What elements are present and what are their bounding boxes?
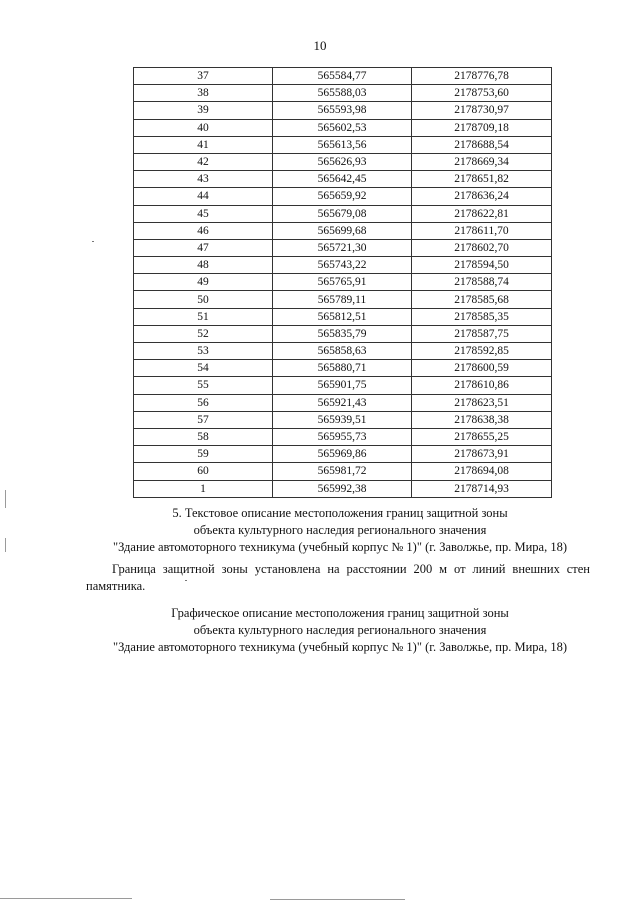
point-number-cell: 53 [134, 343, 273, 360]
x-coordinate-cell: 565679,08 [273, 205, 412, 222]
table-row [134, 102, 552, 119]
point-number-cell: 1 [134, 480, 273, 497]
coordinates-table [133, 67, 552, 498]
point-number-cell: 47 [134, 239, 273, 256]
point-number-cell: 48 [134, 257, 273, 274]
table-row [134, 222, 552, 239]
point-number-cell: 55 [134, 377, 273, 394]
point-number-cell: 38 [134, 85, 273, 102]
scan-speck [185, 580, 187, 581]
page-number: 10 [313, 38, 327, 53]
y-coordinate-cell: 2178600,59 [412, 360, 552, 377]
section-5-title: 5. Текстовое описание местоположения границ защитной зоны [172, 506, 508, 520]
x-coordinate-cell: 565588,03 [273, 85, 412, 102]
table-row [134, 360, 552, 377]
y-coordinate-cell: 2178669,34 [412, 153, 552, 170]
y-coordinate-cell: 2178673,91 [412, 446, 552, 463]
point-number-cell: 50 [134, 291, 273, 308]
coordinates-table-body [134, 68, 552, 498]
x-coordinate-cell: 565921,43 [273, 394, 412, 411]
table-row [134, 153, 552, 170]
x-coordinate-cell: 565981,72 [273, 463, 412, 480]
y-coordinate-cell: 2178588,74 [412, 274, 552, 291]
y-coordinate-cell: 2178602,70 [412, 239, 552, 256]
table-row [134, 377, 552, 394]
point-number-cell: 60 [134, 463, 273, 480]
y-coordinate-cell: 2178638,38 [412, 411, 552, 428]
table-row [134, 291, 552, 308]
graphic-description-heading [80, 605, 600, 656]
point-number-cell: 52 [134, 325, 273, 342]
x-coordinate-cell: 565642,45 [273, 171, 412, 188]
table-row [134, 394, 552, 411]
table-row [134, 188, 552, 205]
section-5-subtitle: объекта культурного наследия регионального значения [193, 523, 487, 537]
point-number-cell: 51 [134, 308, 273, 325]
graphic-section-object-name: "Здание автомоторного техникума (учебный корпус № 1)" (г. Заволжье, пр. Мира, 18) [112, 640, 567, 654]
y-coordinate-cell: 2178694,08 [412, 463, 552, 480]
y-coordinate-cell: 2178655,25 [412, 428, 552, 445]
x-coordinate-cell: 565835,79 [273, 325, 412, 342]
table-row [134, 428, 552, 445]
scan-margin-mark [5, 538, 6, 552]
x-coordinate-cell: 565812,51 [273, 308, 412, 325]
y-coordinate-cell: 2178709,18 [412, 119, 552, 136]
x-coordinate-cell: 565901,75 [273, 377, 412, 394]
table-row [134, 480, 552, 497]
x-coordinate-cell: 565743,22 [273, 257, 412, 274]
y-coordinate-cell: 2178753,60 [412, 85, 552, 102]
x-coordinate-cell: 565969,86 [273, 446, 412, 463]
point-number-cell: 37 [134, 68, 273, 85]
y-coordinate-cell: 2178587,75 [412, 325, 552, 342]
y-coordinate-cell: 2178714,93 [412, 480, 552, 497]
point-number-cell: 43 [134, 171, 273, 188]
table-row [134, 411, 552, 428]
scan-bottom-line [270, 899, 405, 900]
table-row [134, 85, 552, 102]
y-coordinate-cell: 2178688,54 [412, 136, 552, 153]
table-row [134, 308, 552, 325]
x-coordinate-cell: 565721,30 [273, 239, 412, 256]
y-coordinate-cell: 2178585,35 [412, 308, 552, 325]
table-row [134, 205, 552, 222]
point-number-cell: 56 [134, 394, 273, 411]
point-number-cell: 49 [134, 274, 273, 291]
scan-margin-mark [5, 490, 6, 508]
y-coordinate-cell: 2178730,97 [412, 102, 552, 119]
x-coordinate-cell: 565858,63 [273, 343, 412, 360]
x-coordinate-cell: 565880,71 [273, 360, 412, 377]
boundary-description [86, 561, 590, 595]
point-number-cell: 59 [134, 446, 273, 463]
table-row [134, 463, 552, 480]
x-coordinate-cell: 565939,51 [273, 411, 412, 428]
scan-bottom-line [0, 898, 132, 899]
point-number-cell: 57 [134, 411, 273, 428]
table-row [134, 257, 552, 274]
x-coordinate-cell: 565789,11 [273, 291, 412, 308]
point-number-cell: 44 [134, 188, 273, 205]
y-coordinate-cell: 2178592,85 [412, 343, 552, 360]
x-coordinate-cell: 565584,77 [273, 68, 412, 85]
table-row [134, 239, 552, 256]
y-coordinate-cell: 2178651,82 [412, 171, 552, 188]
point-number-cell: 58 [134, 428, 273, 445]
y-coordinate-cell: 2178776,78 [412, 68, 552, 85]
x-coordinate-cell: 565626,93 [273, 153, 412, 170]
table-row [134, 136, 552, 153]
point-number-cell: 46 [134, 222, 273, 239]
point-number-cell: 54 [134, 360, 273, 377]
x-coordinate-cell: 565593,98 [273, 102, 412, 119]
x-coordinate-cell: 565613,56 [273, 136, 412, 153]
point-number-cell: 40 [134, 119, 273, 136]
graphic-section-subtitle: объекта культурного наследия регионального значения [193, 623, 487, 637]
x-coordinate-cell: 565659,92 [273, 188, 412, 205]
boundary-text-line-1: Граница защитной зоны установлена на расстоянии 200 м от линий внешних стен [112, 562, 590, 576]
point-number-cell: 39 [134, 102, 273, 119]
table-row [134, 68, 552, 85]
y-coordinate-cell: 2178636,24 [412, 188, 552, 205]
section-5-heading [80, 505, 600, 556]
point-number-cell: 45 [134, 205, 273, 222]
x-coordinate-cell: 565955,73 [273, 428, 412, 445]
x-coordinate-cell: 565602,53 [273, 119, 412, 136]
table-row [134, 446, 552, 463]
y-coordinate-cell: 2178622,81 [412, 205, 552, 222]
x-coordinate-cell: 565992,38 [273, 480, 412, 497]
y-coordinate-cell: 2178594,50 [412, 257, 552, 274]
point-number-cell: 41 [134, 136, 273, 153]
y-coordinate-cell: 2178585,68 [412, 291, 552, 308]
x-coordinate-cell: 565765,91 [273, 274, 412, 291]
table-row [134, 325, 552, 342]
table-row [134, 343, 552, 360]
graphic-section-title: Графическое описание местоположения границ защитной зоны [171, 606, 509, 620]
y-coordinate-cell: 2178611,70 [412, 222, 552, 239]
x-coordinate-cell: 565699,68 [273, 222, 412, 239]
scan-speck [92, 241, 94, 242]
y-coordinate-cell: 2178610,86 [412, 377, 552, 394]
table-row [134, 119, 552, 136]
boundary-text-line-2: памятника. [86, 579, 146, 593]
section-5-object-name: "Здание автомоторного техникума (учебный корпус № 1)" (г. Заволжье, пр. Мира, 18) [112, 540, 567, 554]
table-row [134, 274, 552, 291]
y-coordinate-cell: 2178623,51 [412, 394, 552, 411]
point-number-cell: 42 [134, 153, 273, 170]
table-row [134, 171, 552, 188]
